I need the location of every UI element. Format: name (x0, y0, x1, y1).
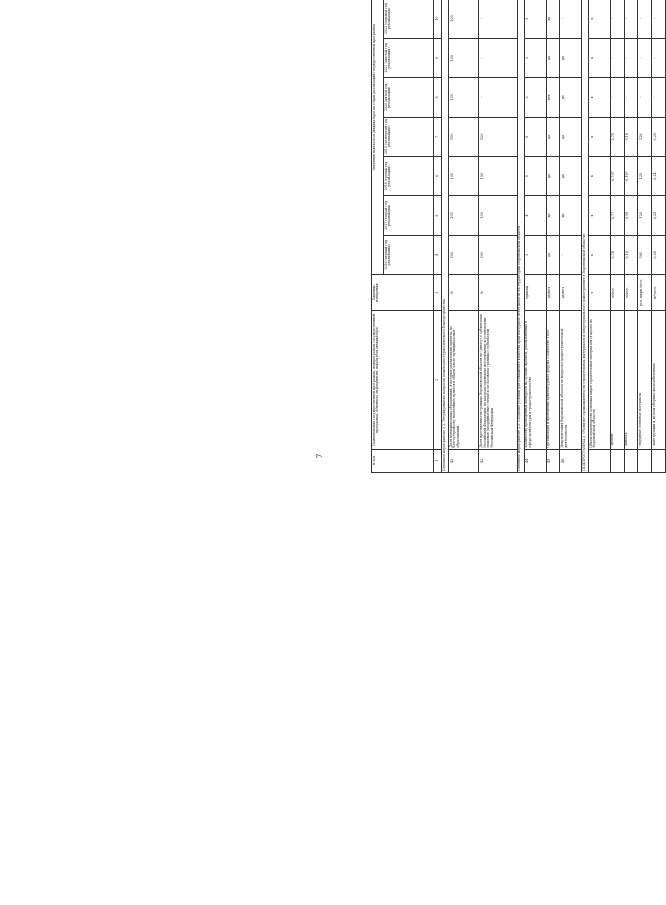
year-value: 4 (524, 196, 546, 235)
column-number: 8 (434, 78, 442, 117)
column-number: 1 (434, 449, 442, 472)
year-value: 0,74 (610, 235, 624, 274)
column-number: 2 (434, 311, 442, 449)
year-value: - (560, 235, 582, 274)
header-values-group: Значения показателя (индикатора) по годам реализации государственной программы (372, 0, 384, 275)
indicators-table-rotated (371, 0, 666, 473)
year-value: да (546, 235, 560, 274)
table-row (624, 0, 638, 473)
year-value: 100 (449, 78, 479, 117)
indicator-name: - цемент (610, 311, 624, 449)
indicator-name: - нерудные стеновые материалы (638, 311, 652, 449)
year-value: - (610, 78, 624, 117)
year-value: да (560, 78, 582, 117)
header-year: 2019 (четвертый год реализации) (384, 117, 434, 156)
year-value: да (546, 196, 560, 235)
year-value: 100 (449, 117, 479, 156)
year-value: да (560, 117, 582, 156)
indicator-name: Организация и проведение архитектурного форума «Зодчество VRN» (546, 311, 560, 449)
year-value: - (624, 38, 638, 77)
year-value: 100 (449, 156, 479, 195)
table-row (546, 0, 560, 473)
indicator-name: Объем производства основных видов строительных материалов (в целом по Воронежской области) (589, 311, 611, 449)
year-value: да (546, 156, 560, 195)
year-value: - (610, 38, 624, 77)
year-value: 3 (524, 0, 546, 38)
year-value: да (546, 0, 560, 38)
table-row (610, 0, 624, 473)
table-row (449, 0, 479, 473)
year-value: 0,26 (652, 235, 666, 274)
unit: % (479, 275, 518, 311)
year-value: да (560, 156, 582, 195)
row-number (610, 449, 624, 472)
table-row (524, 0, 546, 473)
unit: да/нет (546, 275, 560, 311)
year-value: - (652, 0, 666, 38)
unit: единиц (524, 275, 546, 311)
year-value: 100 (479, 235, 518, 274)
header-unit: Единица измерения (372, 275, 434, 311)
year-value: 0,18 (624, 117, 638, 156)
year-value: 125 (638, 156, 652, 195)
year-value: 100 (449, 0, 479, 38)
year-value: - (652, 78, 666, 117)
unit: м³/чел. (652, 275, 666, 311)
header-year: 2018 (третий год реализации) (384, 156, 434, 195)
indicator-name: Доля протяженности границы Воронежской области по (охвату) с субъектами Российской Федерации, по которым проведено исследование и установлены межевые (координатные) точки и согласованы границы с субъектами Российской Федерации (479, 311, 518, 449)
year-value: 5 (524, 156, 546, 195)
year-value: 3 (524, 38, 546, 77)
year-value: - (479, 78, 518, 117)
year-value: х (589, 38, 611, 77)
year-value: 100 (479, 117, 518, 156)
year-value: 0,187 (624, 156, 638, 195)
year-value: - (479, 0, 518, 38)
header-year: 2017 (второй год реализации) (384, 196, 434, 235)
year-value: х (589, 78, 611, 117)
indicator-name: Документация Воронежской области по вопросам градостроительной деятельности (560, 311, 582, 449)
section-title: Основное мероприятие 2.3. Создание условий для повышения качества архитектурной деятельности на территории Воронежской области (517, 0, 524, 473)
year-value: нет (546, 78, 560, 117)
year-value: 100 (449, 38, 479, 77)
row-number (589, 449, 611, 472)
column-number: 6 (434, 156, 442, 195)
year-value: - (624, 78, 638, 117)
year-value: 100 (449, 235, 479, 274)
year-value: 160 (638, 235, 652, 274)
column-number: 10 (434, 0, 442, 38)
header-year: 2016 (первый год реализации) (384, 235, 434, 274)
year-value: х (589, 196, 611, 235)
row-number: 46 (560, 449, 582, 472)
year-value: 0,18 (624, 235, 638, 274)
table-row (638, 0, 652, 473)
year-value: - (638, 0, 652, 38)
year-value: 0,18 (624, 196, 638, 235)
header-year: 2021 (шестой год реализации) (384, 38, 434, 77)
table-row (479, 0, 518, 473)
unit: т/чел. (624, 275, 638, 311)
year-value: х (589, 117, 611, 156)
indicator-name: Количество проведенных конкурсов на лучшие проекты, реализованные в сфере архитектуры и градостроительства (524, 311, 546, 449)
table-row (652, 0, 666, 473)
section-row (442, 0, 449, 473)
year-value: 0,797 (610, 156, 624, 195)
unit: т (589, 275, 611, 311)
section-title: ПОДПРОГРАММА 3 «Развитие промышленности строительных материалов и индустриального домостроения в Воронежской области» (582, 0, 589, 473)
header-year: 2022 (седьмой год реализации) (384, 0, 434, 38)
unit: усл. кирп./чел. (638, 275, 652, 311)
year-value: 3 (524, 78, 546, 117)
table-body (442, 0, 666, 473)
column-number: 4 (434, 235, 442, 274)
column-number: 3 (434, 275, 442, 311)
row-number (652, 449, 666, 472)
year-value: - (624, 0, 638, 38)
year-value: - (652, 38, 666, 77)
year-value: 100 (479, 196, 518, 235)
year-value: 126 (638, 196, 652, 235)
indicators-table (371, 0, 666, 473)
year-value: х (589, 156, 611, 195)
table-header (372, 0, 442, 473)
year-value: - (638, 78, 652, 117)
header-no: № п/п (372, 449, 434, 472)
row-number: 43 (479, 449, 518, 472)
table-row (560, 0, 582, 473)
year-value: 0,75 (610, 117, 624, 156)
year-value: - (479, 38, 518, 77)
section-row (517, 0, 524, 473)
row-number (638, 449, 652, 472)
year-value: - (560, 0, 582, 38)
unit: да/нет (560, 275, 582, 311)
column-number: 5 (434, 196, 442, 235)
year-value: да (546, 117, 560, 156)
year-value: да (560, 196, 582, 235)
year-value: 0,25 (652, 196, 666, 235)
indicator-name: Доля муниципальных образований, в которых реализованы проекты по благоустройству населенных пунктов в общем числе муниципальных образований (449, 311, 479, 449)
year-value: 3 (524, 235, 546, 274)
year-value: - (610, 0, 624, 38)
year-value: 0,77 (610, 196, 624, 235)
year-value: да (560, 38, 582, 77)
indicator-name: - конструкции и детали сборные железобетонные (652, 311, 666, 449)
row-number: 44 (524, 449, 546, 472)
year-value: 6 (524, 117, 546, 156)
column-number: 7 (434, 117, 442, 156)
year-value: 128 (638, 117, 652, 156)
year-value: 0,24 (652, 156, 666, 195)
year-value: 100 (449, 196, 479, 235)
indicator-name: - известь (624, 311, 638, 449)
year-value: х (589, 235, 611, 274)
row-number: 45 (546, 449, 560, 472)
section-row (582, 0, 589, 473)
header-name: Наименование государственной программы, подпрограммы государственной программы, основного мероприятия, показателя (индикатора) (372, 311, 434, 449)
column-number: 9 (434, 38, 442, 77)
year-value: 0,25 (652, 117, 666, 156)
unit: % (449, 275, 479, 311)
row-number (624, 449, 638, 472)
year-value: - (638, 38, 652, 77)
page-number: 7 (316, 453, 325, 459)
header-year: 2020 (пятый год реализации) (384, 78, 434, 117)
row-number: 42 (449, 449, 479, 472)
section-title: Основное мероприятие 2.2. Регулирование вопросов пешеходно-туристического благоустройства (442, 0, 449, 473)
year-value: х (589, 0, 611, 38)
year-value: да (546, 38, 560, 77)
unit: т/чел. (610, 275, 624, 311)
year-value: 100 (479, 156, 518, 195)
table-row (589, 0, 611, 473)
